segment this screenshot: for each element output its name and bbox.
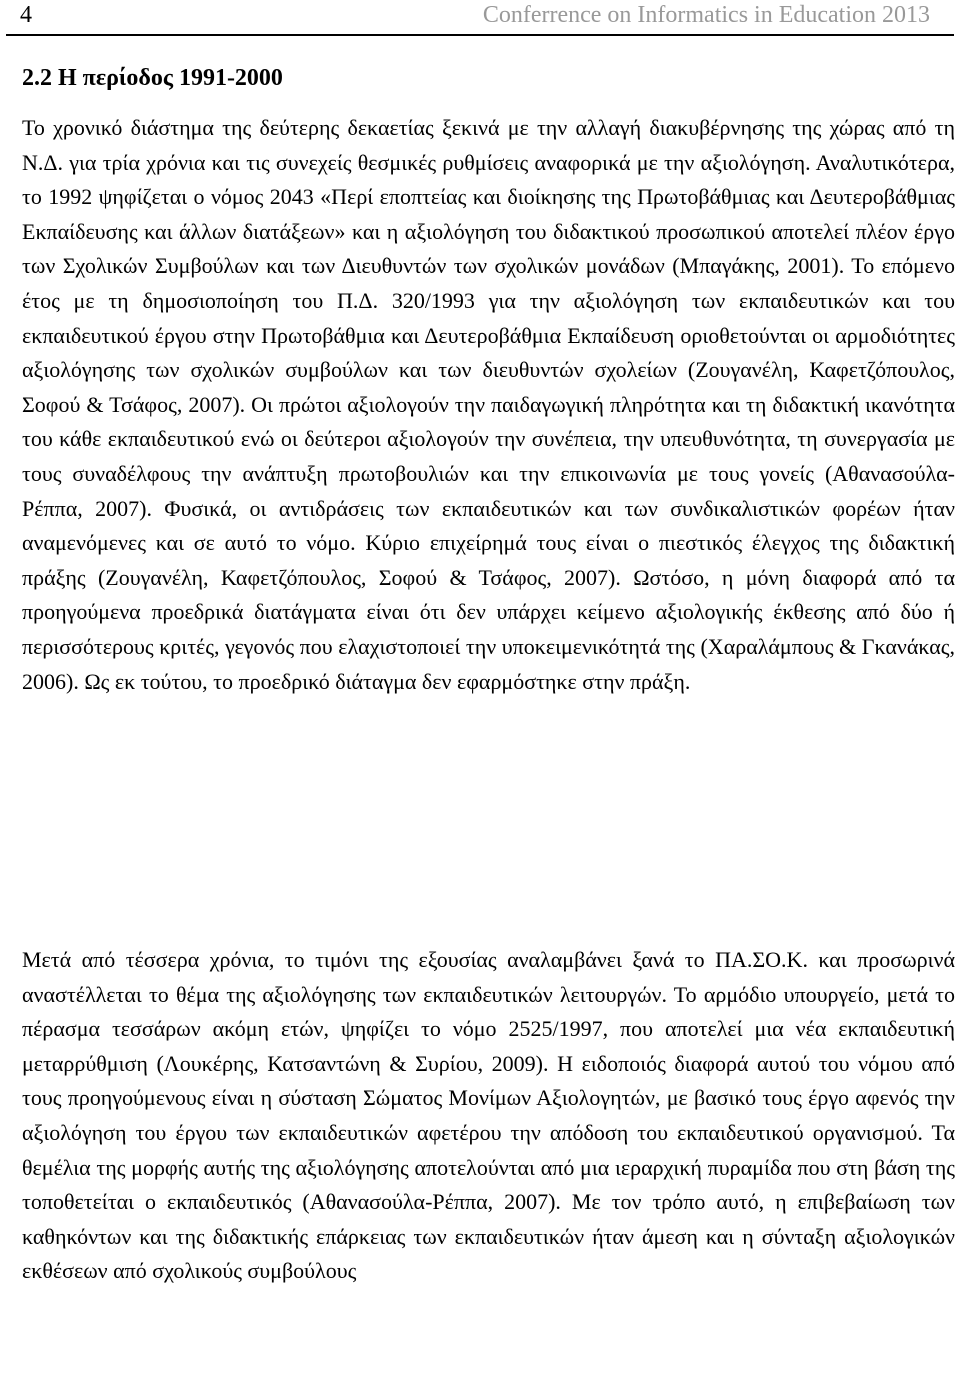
section-heading: 2.2 Η περίοδος 1991-2000 bbox=[22, 65, 283, 91]
page-number: 4 bbox=[20, 2, 32, 28]
running-title: Conferrence on Informatics in Education 2013 bbox=[482, 2, 930, 28]
body-paragraph-2 bbox=[22, 943, 955, 1289]
paragraph-text: Μετά από τέσσερα χρόνια, το τιμόνι της εξουσίας αναλαμβάνει ξανά το ΠΑ.ΣΟ.Κ. και προσωρινά αναστέλλεται το θέμα της αξιολόγησης των εκπαιδευτικών λειτουργών. Το αρμόδιο υπουργείο, μετά το πέρασμα τεσσάρων ακόμη ετών, ψηφίζει το νόμο 2525/1997, που αποτελεί μια νέα εκπαιδευτική μεταρρύθμιση (Λουκέρης, Κατσαντώνη & Συρίου, 2009). Η ειδοποιός διαφορά αυτού του νόμου από τους προηγούμενους είναι η σύσταση Σώματος Μονίμων Αξιολογητών, με βασικό τους έργο αφενός την αξιολόγηση του έργου των εκπαιδευτικών αφετέρου την απόδοση του εκπαιδευτικού οργανισμού. Τα θεμέλια της μορφής αυτής της αξιολόγησης αποτελούνται από μια ιεραρχική πυραμίδα που στη βάση της τοποθετείται ο εκπαιδευτικός (Αθανασούλα-Ρέππα, 2007). Με τον τρόπο αυτό, η επιβεβαίωση των καθηκόντων και της διδακτικής επάρκειας των εκπαιδευτικών ήταν άμεση και η σύνταξη αξιολογικών εκθέσεων από σχολικούς συμβούλους bbox=[22, 947, 955, 1284]
paragraph-text: Το χρονικό διάστημα της δεύτερης δεκαετίας ξεκινά με την αλλαγή διακυβέρνησης της χώρας από τη Ν.Δ. για τρία χρόνια και τις συνεχείς θεσμικές ρυθμίσεις αναφορικά με την αξιολόγηση. Αναλυτικότερα, το 1992 ψηφίζεται ο νόμος 2043 «Περί εποπτείας και διοίκησης της Πρωτοβάθμιας και Δευτεροβάθμιας Εκπαίδευσης και άλλων διατάξεων» και η αξιολόγηση του διδακτικού προσωπικού αποτελεί πλέον έργο των Σχολικών Συμβούλων και των Διευθυντών των σχολικών μονάδων (Μπαγάκης, 2001). Το επόμενο έτος με τη δημοσιοποίηση του Π.Δ. 320/1993 για την αξιολόγηση των εκπαιδευτικών και του εκπαιδευτικού έργου στην Πρωτοβάθμια και Δευτεροβάθμια Εκπαίδευση οριοθετούνται οι αρμοδιότητες αξιολόγησης των σχολικών συμβούλων και των διευθυντών σχολείων (Ζουγανέλη, Καφετζόπουλος, Σοφού & Τσάφος, 2007). Οι πρώτοι αξιολογούν την παιδαγωγική πληρότητα και τη διδακτική ικανότητα του κάθε εκπαιδευτικού ενώ οι δεύτεροι αξιολογούν την συνέπεια, την υπευθυνότητα, τη συνεργασία με τους συναδέλφους την ανάπτυξη πρωτοβουλιών και την επικοινωνία με τους γονείς (Αθανασούλα-Ρέππα, 2007). Φυσικά, οι αντιδράσεις των εκπαιδευτικών και των συνδικαλιστικών φορέων ήταν αναμενόμενες και σε αυτό το νόμο. Κύριο επιχείρημά τους είναι ο πιεστικός έλεγχος της διδακτική πράξης (Ζουγανέλη, Καφετζόπουλος, Σοφού & Τσάφος, 2007). Ωστόσο, η μόνη διαφορά από τα προηγούμενα προεδρικά διατάγματα είναι ότι δεν υπάρχει κείμενο αξιολογικής έκθεσης από δύο ή περισσότερους κριτές, γεγονός που ελαχιστοποιεί την υποκειμενικότητά της (Χαραλάμπους & Γκανάκας, 2006). Ως εκ τούτου, το προεδρικό διάταγμα δεν εφαρμόστηκε στην πράξη. bbox=[22, 115, 955, 694]
header-rule bbox=[6, 34, 954, 36]
body-paragraph-1 bbox=[22, 111, 955, 699]
page-header bbox=[0, 0, 960, 38]
